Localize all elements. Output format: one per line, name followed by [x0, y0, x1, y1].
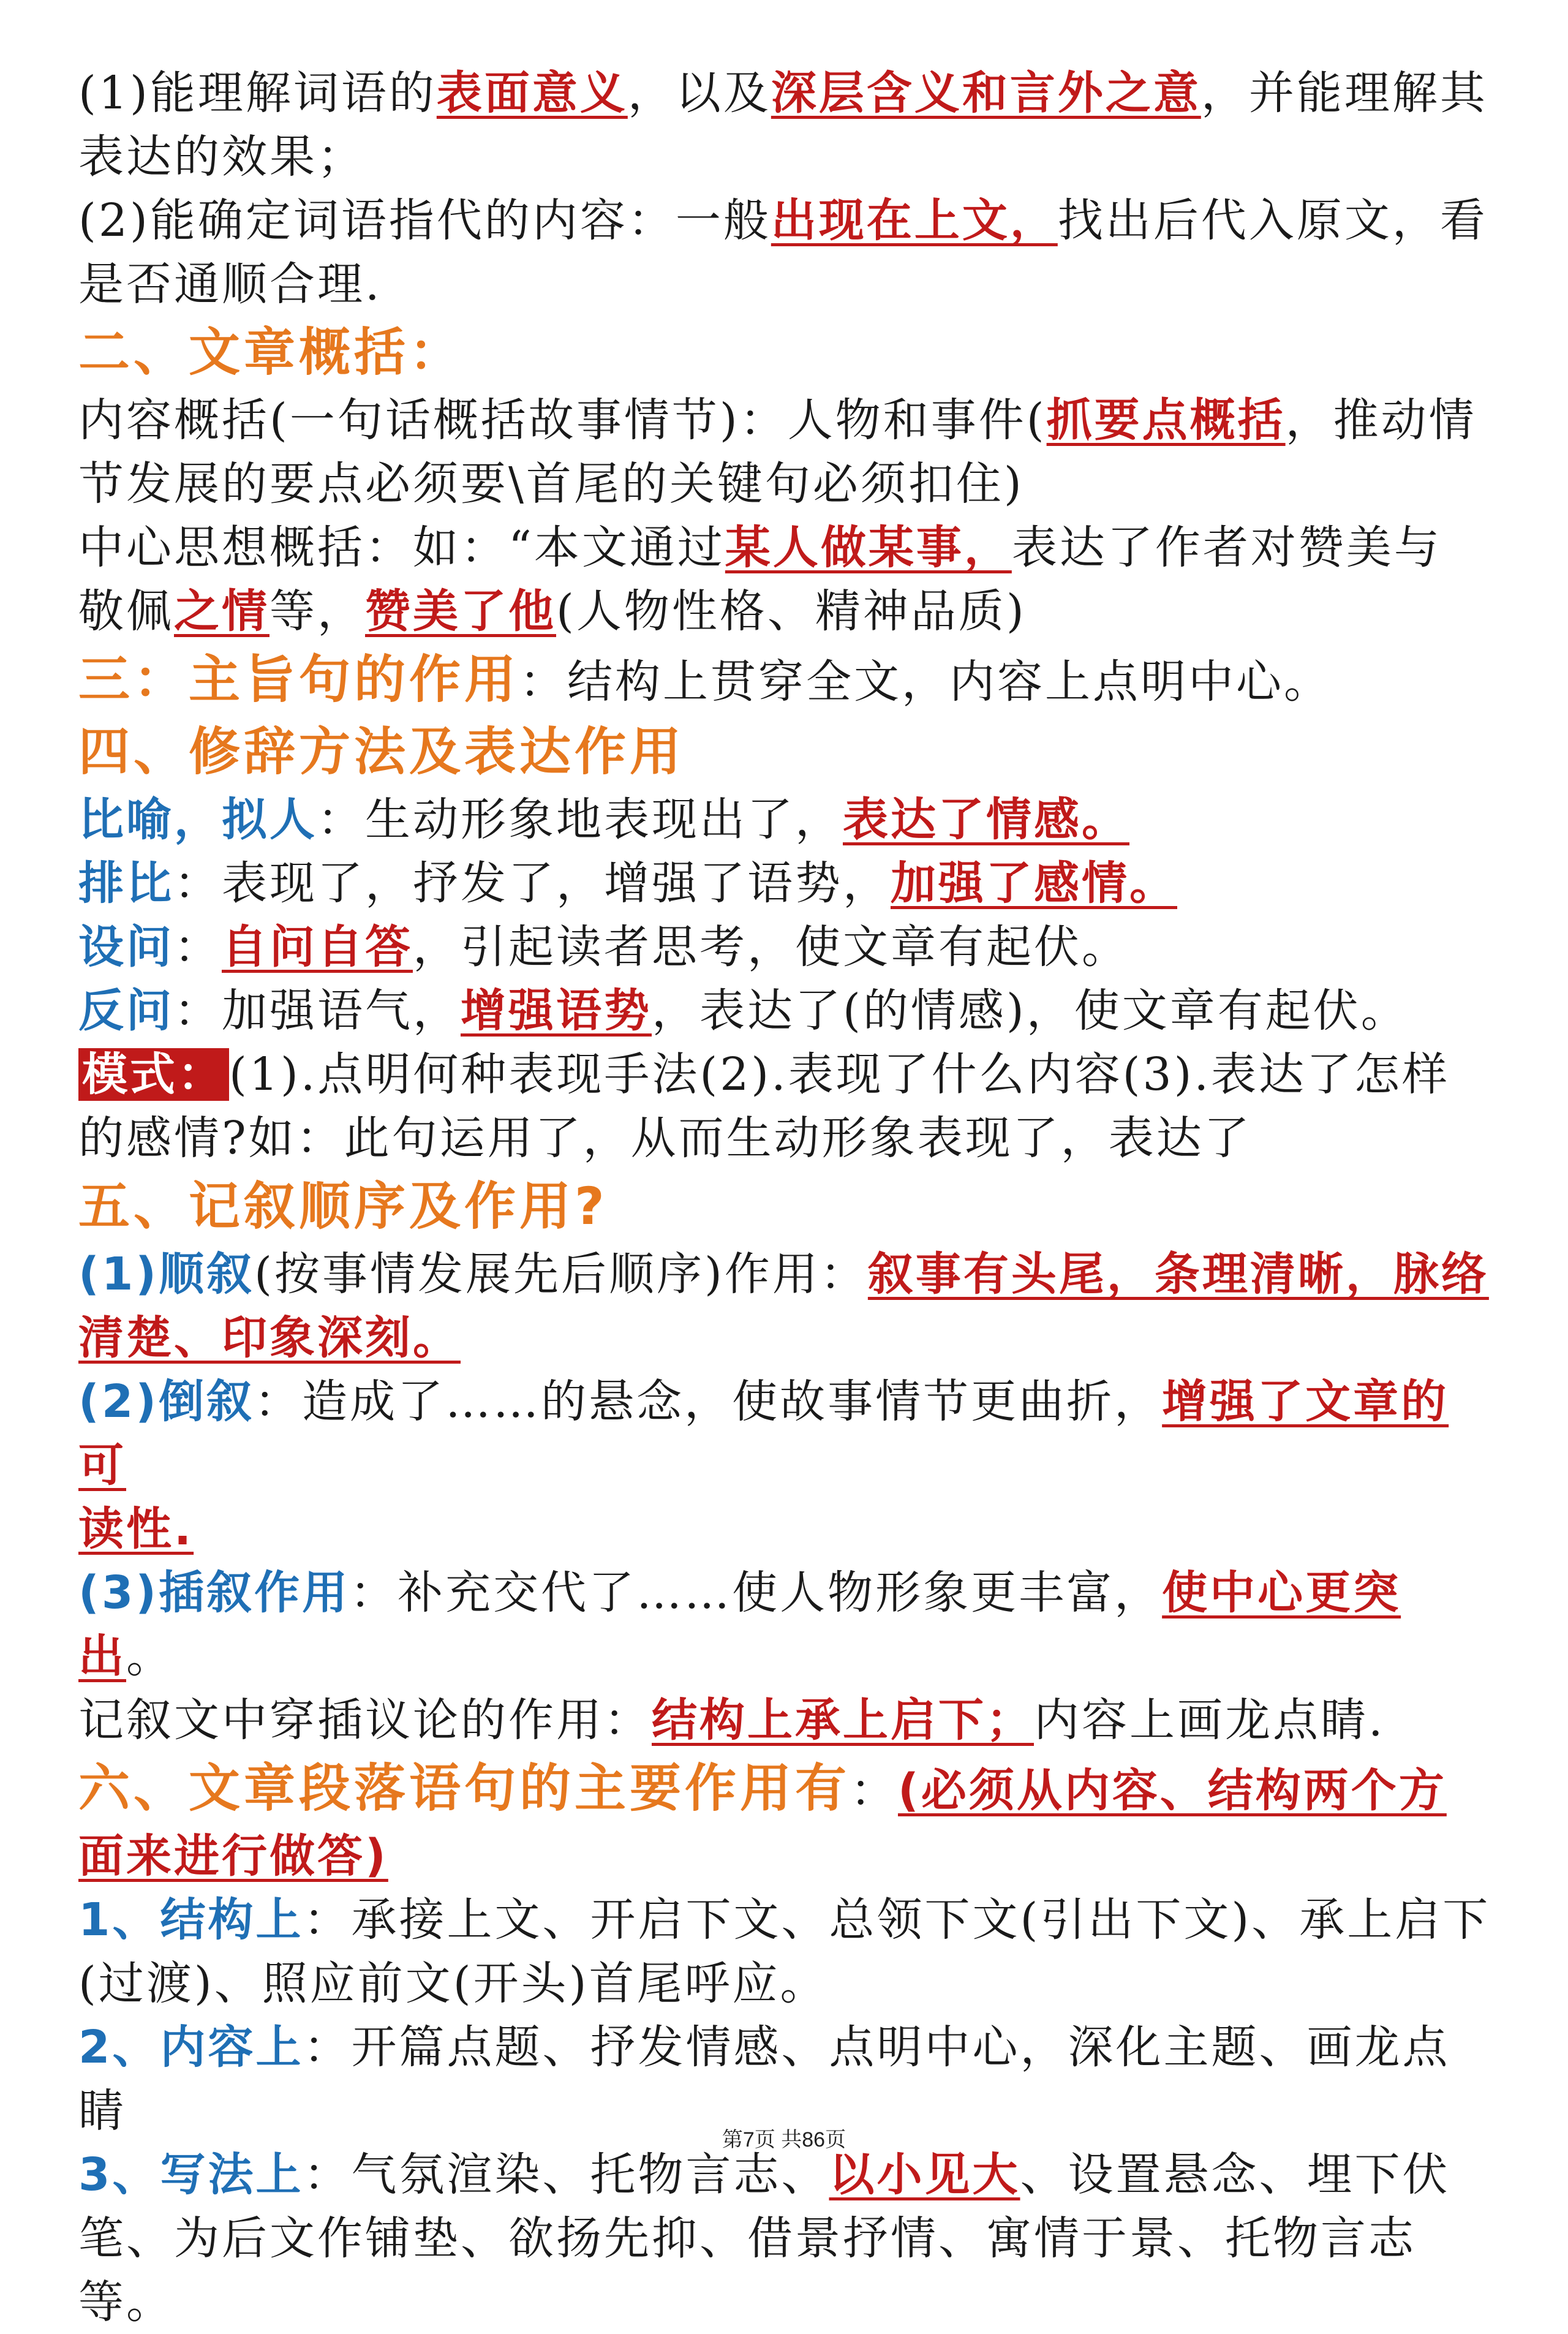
text-line: (过渡)、照应前文(开头)首尾呼应。: [78, 1957, 828, 2010]
text-line: (2)能确定词语指代的内容：一般出现在上文，找出后代入原文，看: [78, 194, 1488, 247]
text-line: 2、内容上：开篇点题、抒发情感、点明中心，深化主题、画龙点睛: [78, 2021, 1450, 2137]
highlight-text: 清楚、印象深刻。: [78, 1312, 461, 1364]
section-heading: 二、文章概括：: [78, 322, 465, 382]
mode-badge: 模式：: [78, 1048, 229, 1101]
highlight-text: 之情: [174, 585, 270, 638]
term-label: (3)插叙作用: [78, 1566, 350, 1619]
text-line: 1、结构上：承接上文、开启下文、总领下文(引出下文)、承上启下: [78, 1894, 1491, 1946]
section-heading: 三：主旨句的作用：结构上贯穿全文，内容上点明中心。: [78, 649, 1332, 709]
highlight-text: 以小见大: [829, 2148, 1020, 2201]
highlight-text: 加强了感情。: [891, 857, 1177, 910]
highlight-text: 表面意义: [436, 67, 628, 119]
term-label: 2、内容上: [78, 2021, 304, 2074]
text-line: 比喻，拟人：生动形象地表现出了，表达了情感。: [78, 793, 1129, 846]
text-line: 3、写法上：气氛渲染、托物言志、以小见大、设置悬念、埋下伏: [78, 2148, 1450, 2201]
highlight-text: 面来进行做答): [78, 1830, 388, 1883]
highlight-text: 增强了文章的可: [78, 1375, 1449, 1492]
text-line: [78, 1306, 1493, 1370]
text-line: (2)倒叙：造成了……的悬念，使故事情节更曲折，增强了文章的可: [78, 1375, 1449, 1492]
highlight-text: 增强语势: [461, 984, 652, 1037]
section-heading: 六、文章段落语句的主要作用有：(必须从内容、结构两个方: [78, 1758, 1447, 1818]
text-line: 是否通顺合理.: [78, 258, 382, 311]
section-heading: 四、修辞方法及表达作用: [78, 722, 685, 782]
term-label: (1)顺叙: [78, 1248, 255, 1301]
text-line: 记叙文中穿插议论的作用：结构上承上启下；内容上画龙点睛.: [78, 1694, 1385, 1747]
term-label: 排比: [78, 857, 174, 910]
highlight-text: (必须从内容、结构两个方: [898, 1764, 1447, 1817]
text-line: [78, 1497, 1493, 1561]
highlight-text: 出现在上文，: [771, 194, 1058, 247]
term-label: 1、结构上: [78, 1894, 304, 1946]
text-line: 中心思想概括：如：“本文通过某人做某事，表达了作者对赞美与: [78, 521, 1442, 574]
term-label: 3、写法上: [78, 2148, 304, 2201]
document-body: [78, 61, 1493, 2334]
highlight-text: 自问自答: [222, 921, 413, 973]
text-line: 反问：加强语气，增强语势，表达了(的情感)，使文章有起伏。: [78, 984, 1409, 1037]
text-line: 模式：(1).点明何种表现手法(2).表现了什么内容(3).表达了怎样: [78, 1043, 1493, 1106]
text-line: 内容概括(一句话概括故事情节)：人物和事件(抓要点概括，推动情: [78, 394, 1477, 447]
text-line: (1)顺叙(按事情发展先后顺序)作用：叙事有头尾，条理清晰，脉络: [78, 1248, 1489, 1301]
text-line: 笔、为后文作铺垫、欲扬先抑、借景抒情、寓情于景、托物言志: [78, 2212, 1416, 2265]
highlight-text: 叙事有头尾，条理清晰，脉络: [867, 1248, 1489, 1301]
page-number: 第7页 共86页: [722, 2128, 846, 2151]
text-line: (3)插叙作用：补充交代了……使人物形象更丰富，使中心更突出。: [78, 1566, 1401, 1683]
text-line: 表达的效果；: [78, 130, 365, 183]
highlight-text: 结构上承上启下；: [652, 1694, 1034, 1747]
highlight-text: 深层含义和言外之意: [771, 67, 1201, 119]
text-line: 设问：自问自答，引起读者思考，使文章有起伏。: [78, 921, 1129, 973]
section-heading: 五、记叙顺序及作用?: [78, 1176, 608, 1236]
highlight-text: 表达了情感。: [843, 793, 1129, 846]
highlight-text: 抓要点概括: [1046, 394, 1286, 447]
term-label: 比喻，拟人: [78, 793, 317, 846]
text-line: [78, 1824, 1493, 1888]
text-line: (1)能理解词语的表面意义，以及深层含义和言外之意，并能理解其: [78, 67, 1488, 119]
highlight-text: 某人做某事，: [725, 521, 1012, 574]
text-line: 节发展的要点必须要\首尾的关键句必须扣住): [78, 458, 1024, 510]
highlight-text: 读性.: [78, 1503, 194, 1555]
text-line: 排比：表现了，抒发了，增强了语势，加强了感情。: [78, 857, 1177, 910]
text-line: 敬佩之情等，赞美了他(人物性格、精神品质): [78, 585, 1027, 638]
term-label: 反问: [78, 984, 174, 1037]
highlight-text: 赞美了他: [365, 585, 556, 638]
term-label: (2)倒叙: [78, 1375, 255, 1428]
text-line: 的感情?如：此句运用了，从而生动形象表现了，表达了: [78, 1112, 1252, 1165]
term-label: 设问: [78, 921, 174, 973]
highlight-text: 使中心更突出: [78, 1566, 1401, 1683]
text-line: 等。: [78, 2276, 174, 2328]
